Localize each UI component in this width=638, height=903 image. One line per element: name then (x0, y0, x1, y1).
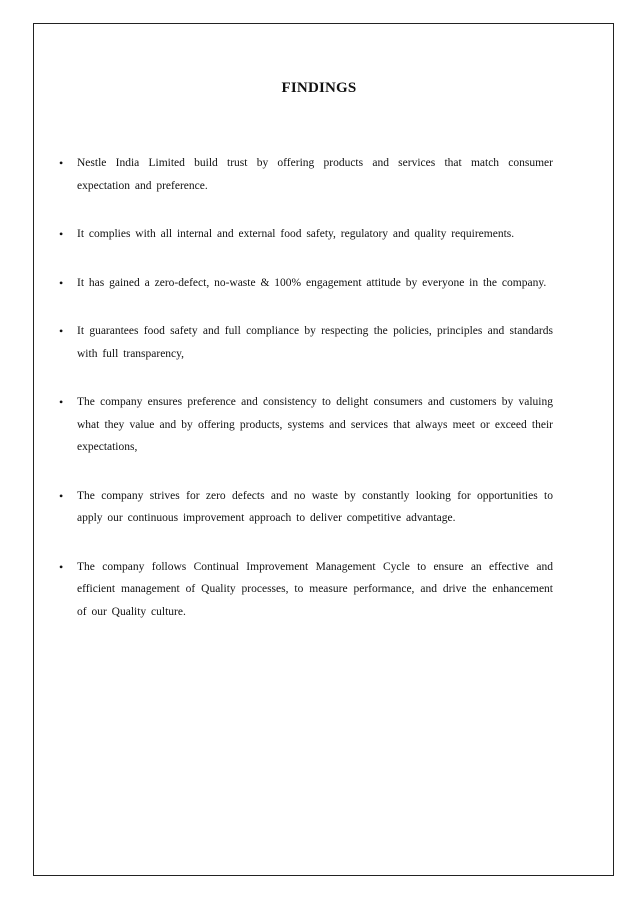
finding-text: The company strives for zero defects and no waste by constantly looking for opportunities to apply our continuous improvement approach to deliver competitive advantage. (77, 489, 553, 524)
finding-text: It complies with all internal and external food safety, regulatory and quality requirements. (77, 228, 515, 240)
finding-text: It has gained a zero-defect, no-waste & 100% engagement attitude by everyone in the company. (77, 276, 547, 289)
list-item (56, 556, 553, 624)
bullet-icon: • (59, 324, 64, 338)
list-item (56, 272, 553, 295)
bullet-icon: • (59, 488, 64, 503)
list-item (56, 485, 553, 530)
finding-text: The company ensures preference and consistency to delight consumers and customers by valuing what they value and by offering products, systems and services that always meet or exceed their expectations, (77, 396, 553, 453)
bullet-icon: • (59, 156, 64, 170)
list-item (56, 320, 553, 365)
finding-text: The company follows Continual Improvement Management Cycle to ensure an effective and efficient management of Quality processes, to measure performance, and drive the enhancement of our Quality culture. (77, 560, 553, 618)
findings-list (56, 152, 553, 649)
bullet-icon: • (59, 275, 64, 290)
finding-text: Nestle India Limited build trust by offering products and services that match consumer expectation and preference. (77, 157, 553, 192)
list-item (56, 223, 553, 246)
bullet-icon: • (59, 395, 64, 409)
list-item (56, 391, 553, 459)
list-item (56, 152, 553, 197)
page-title: FINDINGS (281, 80, 357, 96)
bullet-icon: • (59, 559, 64, 574)
bullet-icon: • (59, 227, 64, 241)
finding-text: It guarantees food safety and full compliance by respecting the policies, principles and standards with full transparency, (77, 325, 553, 360)
